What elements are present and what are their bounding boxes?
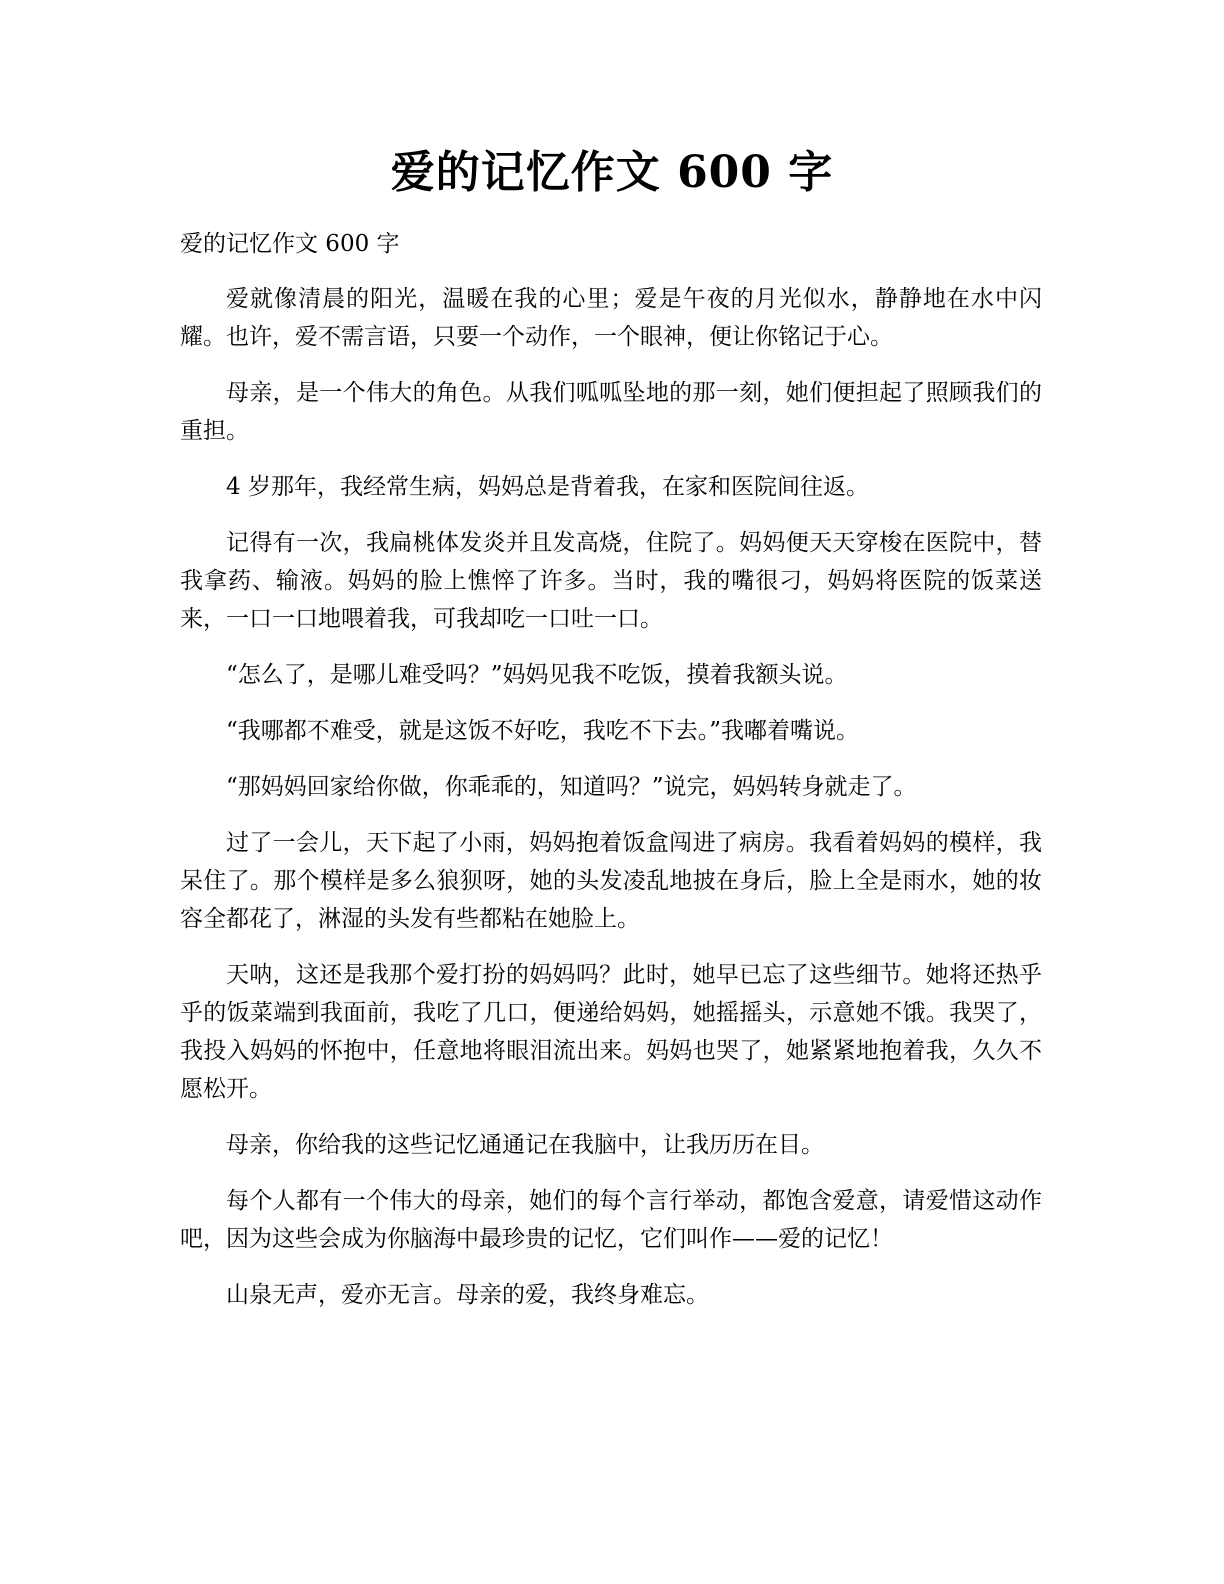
paragraph: 4 岁那年，我经常生病，妈妈总是背着我，在家和医院间往返。 xyxy=(226,474,869,500)
paragraph: 母亲，是一个伟大的角色。从我们呱呱坠地的那一刻，她们便担起了照顾我们的重担。 xyxy=(180,380,1042,444)
paragraph: 山泉无声，爱亦无言。母亲的爱，我终身难忘。 xyxy=(226,1282,709,1308)
paragraph: 过了一会儿，天下起了小雨，妈妈抱着饭盒闯进了病房。我看着妈妈的模样，我呆住了。那个模样是多么狼狈呀，她的头发凌乱地披在身后，脸上全是雨水，她的妆容全都花了，淋湿的头发有些都粘在她脸上。 xyxy=(180,830,1042,932)
paragraph: “怎么了，是哪儿难受吗？”妈妈见我不吃饭，摸着我额头说。 xyxy=(226,662,848,688)
paragraph: “那妈妈回家给你做，你乖乖的，知道吗？”说完，妈妈转身就走了。 xyxy=(226,774,917,800)
paragraph: 每个人都有一个伟大的母亲，她们的每个言行举动，都饱含爱意，请爱惜这动作吧，因为这些会成为你脑海中最珍贵的记忆，它们叫作——爱的记忆！ xyxy=(180,1188,1042,1252)
page-title: 爱的记忆作文 600 字 xyxy=(390,147,834,198)
paragraph: 记得有一次，我扁桃体发炎并且发高烧，住院了。妈妈便天天穿梭在医院中，替我拿药、输液。妈妈的脸上憔悴了许多。当时，我的嘴很刁，妈妈将医院的饭菜送来，一口一口地喂着我，可我却吃一口吐一口。 xyxy=(180,530,1042,632)
paragraph: “我哪都不难受，就是这饭不好吃，我吃不下去。”我嘟着嘴说。 xyxy=(226,718,860,744)
document-body xyxy=(180,280,1042,1332)
paragraph: 母亲，你给我的这些记忆通通记在我脑中，让我历历在目。 xyxy=(226,1132,824,1158)
document-subtitle: 爱的记忆作文 600 字 xyxy=(180,231,400,257)
paragraph: 天呐，这还是我那个爱打扮的妈妈吗？此时，她早已忘了这些细节。她将还热乎乎的饭菜端到我面前，我吃了几口，便递给妈妈，她摇摇头，示意她不饿。我哭了，我投入妈妈的怀抱中，任意地将眼泪流出来。妈妈也哭了，她紧紧地抱着我，久久不愿松开。 xyxy=(180,962,1042,1102)
paragraph: 爱就像清晨的阳光，温暖在我的心里；爱是午夜的月光似水，静静地在水中闪耀。也许，爱不需言语，只要一个动作，一个眼神，便让你铭记于心。 xyxy=(180,286,1042,350)
